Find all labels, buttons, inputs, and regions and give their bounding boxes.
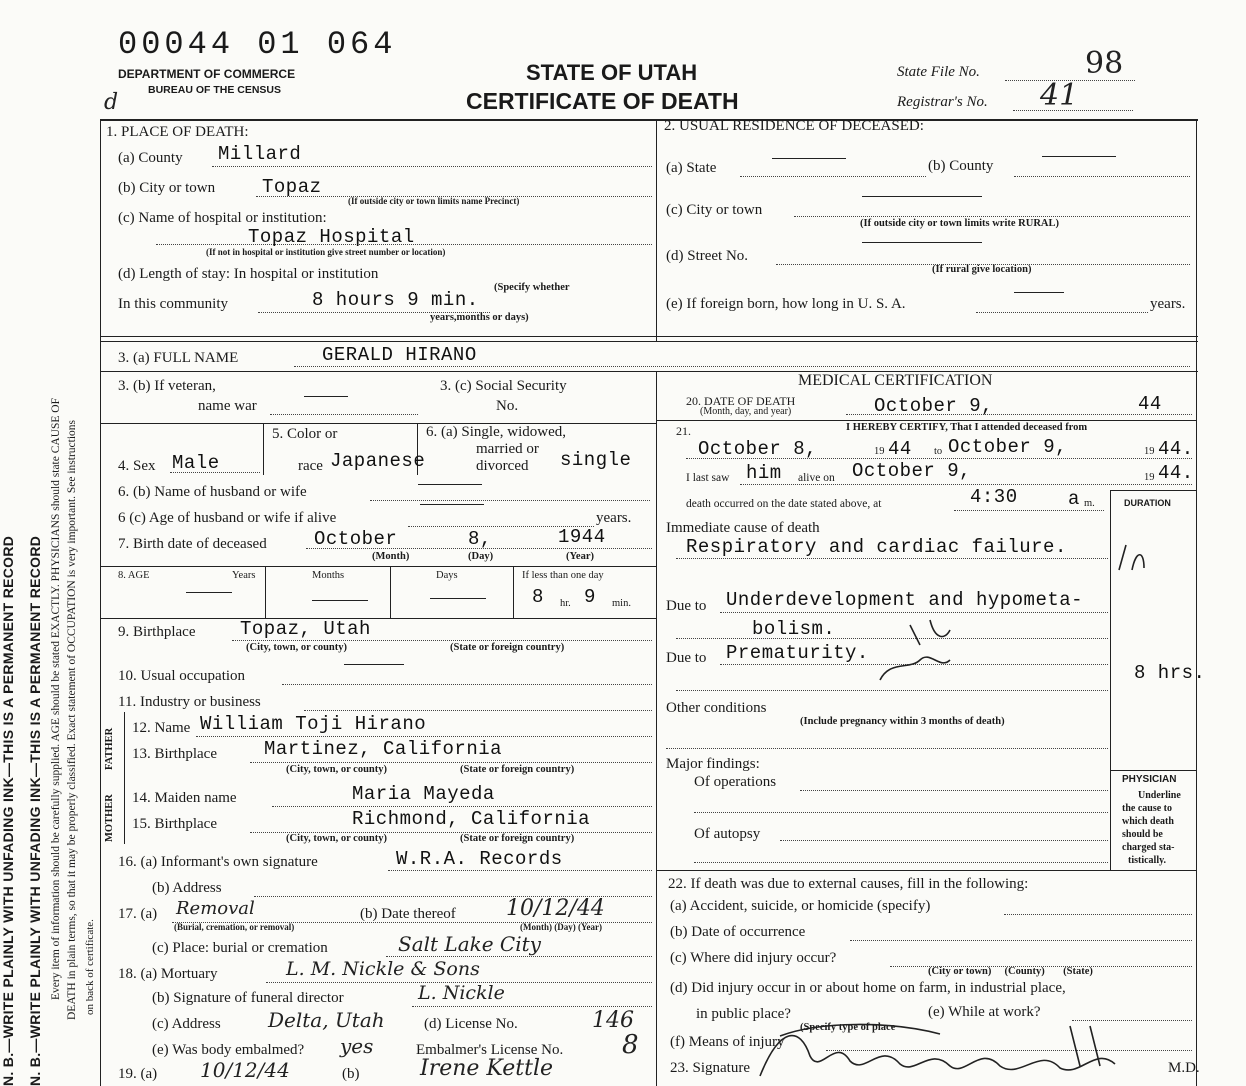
spouse-age-label: 6 (c) Age of husband or wife if alive xyxy=(118,510,337,526)
embalmer-license-label: Embalmer's License No. xyxy=(416,1042,564,1058)
death-date-value: October 9, xyxy=(874,395,994,417)
of-operations-label: Of operations xyxy=(694,774,777,790)
burial-place-label: (c) Place: burial or cremation xyxy=(152,940,328,956)
stay-label: (d) Length of stay: In hospital or institution xyxy=(118,266,379,282)
mortuary-address: Delta, Utah xyxy=(268,1008,385,1032)
external-d-label-2: in public place? xyxy=(696,1006,791,1022)
birthplace-value: Topaz, Utah xyxy=(240,618,371,640)
death-ampm: a xyxy=(1068,488,1080,510)
external-a-label: (a) Accident, suicide, or homicide (specify) xyxy=(670,898,931,914)
major-findings-label: Major findings: xyxy=(666,756,760,772)
certificate-title: CERTIFICATE OF DEATH xyxy=(466,88,739,114)
res-foreign-label: (e) If foreign born, how long in U. S. A. xyxy=(666,296,906,312)
physician-note-3: which death xyxy=(1122,816,1174,827)
father-side-label: FATHER xyxy=(104,727,115,770)
race-label: race xyxy=(298,458,323,474)
last-year-prefix: 19 xyxy=(1144,472,1155,483)
mother-maiden-label: 14. Maiden name xyxy=(132,790,237,806)
license-value: 146 xyxy=(592,1008,634,1033)
birth-month-note: (Month) xyxy=(372,551,410,562)
burial-label: 17. (a) xyxy=(118,906,158,922)
other-conditions-note: (Include pregnancy within 3 months of death) xyxy=(800,716,1005,727)
margin-line-5: on back of certificate. xyxy=(84,919,96,1015)
pronoun-value: him xyxy=(746,462,782,484)
license-label: (d) License No. xyxy=(424,1016,518,1032)
serial-number: 00044 01 064 xyxy=(118,26,397,63)
external-c-label: (c) Where did injury occur? xyxy=(670,950,837,966)
spouse-age-unit: years. xyxy=(596,510,632,526)
external-specify-note: (Specify type of place xyxy=(800,1022,896,1033)
registrar-sig-label: (b) xyxy=(342,1066,360,1082)
sex-value: Male xyxy=(172,452,220,474)
age-days-label: Days xyxy=(436,570,458,581)
res-city-label: (c) City or town xyxy=(666,202,763,218)
age-months-label: Months xyxy=(312,570,345,581)
mother-city-note: (City, town, or county) xyxy=(286,833,388,844)
birth-year-note: (Year) xyxy=(566,551,594,562)
to-year-prefix: 19 xyxy=(1144,446,1155,457)
margin-line-1: N. B.—WRITE PLAINLY WITH UNFADING INK—THIS IS A PERMANENT RECORD xyxy=(0,535,16,1086)
social-security-label: 3. (c) Social Security xyxy=(440,378,567,394)
mortuary-value: L. M. Nickle & Sons xyxy=(286,958,480,980)
due-to-1-value: Underdevelopment and hypometa- xyxy=(726,589,1084,611)
birth-day: 8, xyxy=(468,528,492,550)
physician-note-2: the cause to xyxy=(1122,803,1172,814)
industry-label: 11. Industry or business xyxy=(118,694,261,710)
external-place-notes: (City or town) (County) (State) xyxy=(928,966,1093,977)
burial-place: Salt Lake City xyxy=(398,932,541,956)
duration-heading: DURATION xyxy=(1124,498,1171,508)
res-street-label: (d) Street No. xyxy=(666,248,749,264)
margin-line-2: N. B.—WRITE PLAINLY WITH UNFADING INK—THIS IS A PERMANENT RECORD xyxy=(27,535,43,1086)
embalmer-license-value: 8 xyxy=(622,1030,639,1060)
mother-side-label: MOTHER xyxy=(104,794,115,842)
birthplace-city-note: (City, town, or county) xyxy=(246,642,348,653)
burial-note: (Burial, cremation, or removal) xyxy=(174,922,295,932)
physician-note-6: tistically. xyxy=(1128,855,1167,866)
hospital-note: (If not in hospital or institution give street number or location) xyxy=(206,247,446,257)
physician-heading: PHYSICIAN xyxy=(1122,774,1177,785)
community-label: In this community xyxy=(118,296,228,312)
filed-date: 10/12/44 xyxy=(200,1058,290,1082)
birth-date-label: 7. Birth date of deceased xyxy=(118,536,267,552)
sex-label: 4. Sex xyxy=(118,458,156,474)
birth-month: October xyxy=(314,528,398,550)
state-title: STATE OF UTAH xyxy=(526,60,698,85)
death-time: 4:30 xyxy=(970,486,1018,508)
father-birthplace-value: Martinez, California xyxy=(264,738,503,760)
director-label: (b) Signature of funeral director xyxy=(152,990,344,1006)
mother-state-note: (State or foreign country) xyxy=(460,833,575,844)
age-minutes: 9 xyxy=(584,586,596,608)
immediate-cause-value: Respiratory and cardiac failure. xyxy=(686,536,1067,558)
social-security-label-2: No. xyxy=(496,398,519,414)
birth-day-note: (Day) xyxy=(468,551,494,562)
department-label: DEPARTMENT OF COMMERCE xyxy=(118,67,296,81)
external-e-label: (e) While at work? xyxy=(928,1004,1041,1020)
last-saw-date: October 9, xyxy=(852,460,972,482)
city-label: (b) City or town xyxy=(118,180,216,196)
city-value: Topaz xyxy=(262,176,322,198)
age-label: 8. AGE xyxy=(118,570,150,581)
res-city-note: (If outside city or town limits write RURAL) xyxy=(860,218,1059,229)
marital-value: single xyxy=(560,449,632,471)
race-value: Japanese xyxy=(330,450,426,472)
burial-date-label: (b) Date thereof xyxy=(360,906,456,922)
hospital-label: (c) Name of hospital or institution: xyxy=(118,210,327,226)
cert-number: 21. xyxy=(676,424,691,438)
specify-note-2: years,months or days) xyxy=(430,312,529,323)
informant-value: W.R.A. Records xyxy=(396,848,563,870)
burial-date-note: (Month) (Day) (Year) xyxy=(520,922,602,932)
m-label: m. xyxy=(1084,498,1095,509)
burial-value: Removal xyxy=(176,898,255,919)
age-less-label: If less than one day xyxy=(522,570,604,581)
city-note: (If outside city or town limits name Precinct) xyxy=(348,196,520,206)
state-file-label: State File No. xyxy=(897,64,980,80)
birth-year: 1944 xyxy=(558,526,606,548)
bureau-label: BUREAU OF THE CENSUS xyxy=(148,84,282,96)
informant-label: 16. (a) Informant's own signature xyxy=(118,854,318,870)
mother-birthplace-label: 15. Birthplace xyxy=(132,816,217,832)
state-file-number: 98 xyxy=(1085,46,1124,81)
last-saw-year: 44. xyxy=(1158,462,1194,484)
age-hr-label: hr. xyxy=(560,598,571,609)
veteran-label: 3. (b) If veteran, xyxy=(118,378,216,394)
age-min-label: min. xyxy=(612,598,631,609)
physician-note-5: charged sta- xyxy=(1122,842,1175,853)
informant-address-label: (b) Address xyxy=(152,880,222,896)
margin-line-4: DEATH in plain terms, so that it may be properly classified. Exact statement of OCCUPATION is very important. See instructions xyxy=(66,419,78,1020)
external-b-label: (b) Date of occurrence xyxy=(670,924,806,940)
mortuary-address-label: (c) Address xyxy=(152,1016,221,1032)
certify-text: I HEREBY CERTIFY, That I attended deceased from xyxy=(846,422,1088,433)
color-label: 5. Color or xyxy=(272,426,338,442)
physician-note-4: should be xyxy=(1122,829,1163,840)
mortuary-label: 18. (a) Mortuary xyxy=(118,966,218,982)
father-state-note: (State or foreign country) xyxy=(460,764,575,775)
due-to-1-label: Due to xyxy=(666,598,707,614)
mother-maiden-value: Maria Mayeda xyxy=(352,783,495,805)
embalmed-value: yes xyxy=(340,1034,374,1058)
veteran-label-2: name war xyxy=(198,398,257,414)
coding-marks xyxy=(870,610,990,690)
due-to-1-cont: bolism. xyxy=(752,618,836,640)
res-foreign-unit: years. xyxy=(1150,296,1186,312)
attended-from-date: October 8, xyxy=(698,438,818,460)
director-value: L. Nickle xyxy=(418,982,505,1004)
alive-on-label: alive on xyxy=(798,472,835,484)
full-name-label: 3. (a) FULL NAME xyxy=(118,350,239,366)
attended-from-year: 44 xyxy=(888,438,912,460)
due-to-2-value: Prematurity. xyxy=(726,642,869,664)
external-f-label: (f) Means of injury xyxy=(670,1034,785,1050)
immediate-cause-label: Immediate cause of death xyxy=(666,520,820,536)
external-heading: 22. If death was due to external causes, fill in the following: xyxy=(668,876,1029,892)
signature-label: 23. Signature xyxy=(670,1060,750,1076)
attended-to-date: October 9, xyxy=(948,436,1068,458)
corner-mark: d xyxy=(104,90,119,115)
res-county-label: (b) County xyxy=(928,158,994,174)
burial-date: 10/12/44 xyxy=(506,896,605,921)
county-label: (a) County xyxy=(118,150,183,166)
specify-note: (Specify whether xyxy=(494,282,570,293)
hospital-value: Topaz Hospital xyxy=(248,226,415,248)
county-value: Millard xyxy=(218,143,302,165)
father-name-label: 12. Name xyxy=(132,720,191,736)
margin-line-3: Every item of information should be carefully supplied. AGE should be stated EXACTLY. PHYSICIANS should state CAUSE OF xyxy=(50,397,62,1000)
death-occurred-label: death occurred on the date stated above, at xyxy=(686,498,882,510)
death-date-note: (Month, day, and year) xyxy=(700,406,792,417)
age-hours: 8 xyxy=(532,586,544,608)
father-city-note: (City, town, or county) xyxy=(286,764,388,775)
occupation-label: 10. Usual occupation xyxy=(118,668,246,684)
external-d-label: (d) Did injury occur in or about home on farm, in industrial place, xyxy=(670,980,1066,996)
birthplace-label: 9. Birthplace xyxy=(118,624,196,640)
registrar-signature: Irene Kettle xyxy=(420,1056,554,1081)
marital-label-2: married or xyxy=(476,441,539,457)
birthplace-state-note: (State or foreign country) xyxy=(450,642,565,653)
medical-heading: MEDICAL CERTIFICATION xyxy=(798,372,993,389)
of-autopsy-label: Of autopsy xyxy=(694,826,761,842)
res-street-note: (If rural give location) xyxy=(932,264,1032,275)
death-date-year: 44 xyxy=(1138,393,1162,415)
marital-label-3: divorced xyxy=(476,458,529,474)
registrar-number-label: Registrar's No. xyxy=(897,94,988,110)
due-to-2-label: Due to xyxy=(666,650,707,666)
marital-label: 6. (a) Single, widowed, xyxy=(426,424,566,440)
last-saw-label: I last saw xyxy=(686,472,730,484)
to-label: to xyxy=(934,446,943,457)
res-state-label: (a) State xyxy=(666,160,717,176)
duration-value: 8 hrs. xyxy=(1134,662,1206,684)
full-name-value: GERALD HIRANO xyxy=(322,344,477,366)
embalmed-label: (e) Was body embalmed? xyxy=(152,1042,305,1058)
father-name-value: William Toji Hirano xyxy=(200,713,427,735)
place-of-death-heading: 1. PLACE OF DEATH: xyxy=(106,124,249,140)
residence-heading: 2. USUAL RESIDENCE OF DECEASED: xyxy=(664,118,924,134)
filed-label: 19. (a) xyxy=(118,1066,158,1082)
spouse-name-label: 6. (b) Name of husband or wife xyxy=(118,484,307,500)
from-year-prefix: 19 xyxy=(874,446,885,457)
mother-birthplace-value: Richmond, California xyxy=(352,808,591,830)
registrar-number: 41 xyxy=(1040,78,1079,113)
other-conditions-label: Other conditions xyxy=(666,700,767,716)
community-value: 8 hours 9 min. xyxy=(312,289,479,311)
father-birthplace-label: 13. Birthplace xyxy=(132,746,217,762)
md-label: M.D. xyxy=(1168,1060,1200,1076)
physician-signature xyxy=(740,1016,1160,1086)
death-date-label: 20. DATE OF DEATH xyxy=(686,394,796,408)
attended-to-year: 44. xyxy=(1158,438,1194,460)
age-years-label: Years xyxy=(232,570,256,581)
physician-note-1: Underline xyxy=(1138,790,1181,801)
duration-mark xyxy=(1114,540,1154,580)
